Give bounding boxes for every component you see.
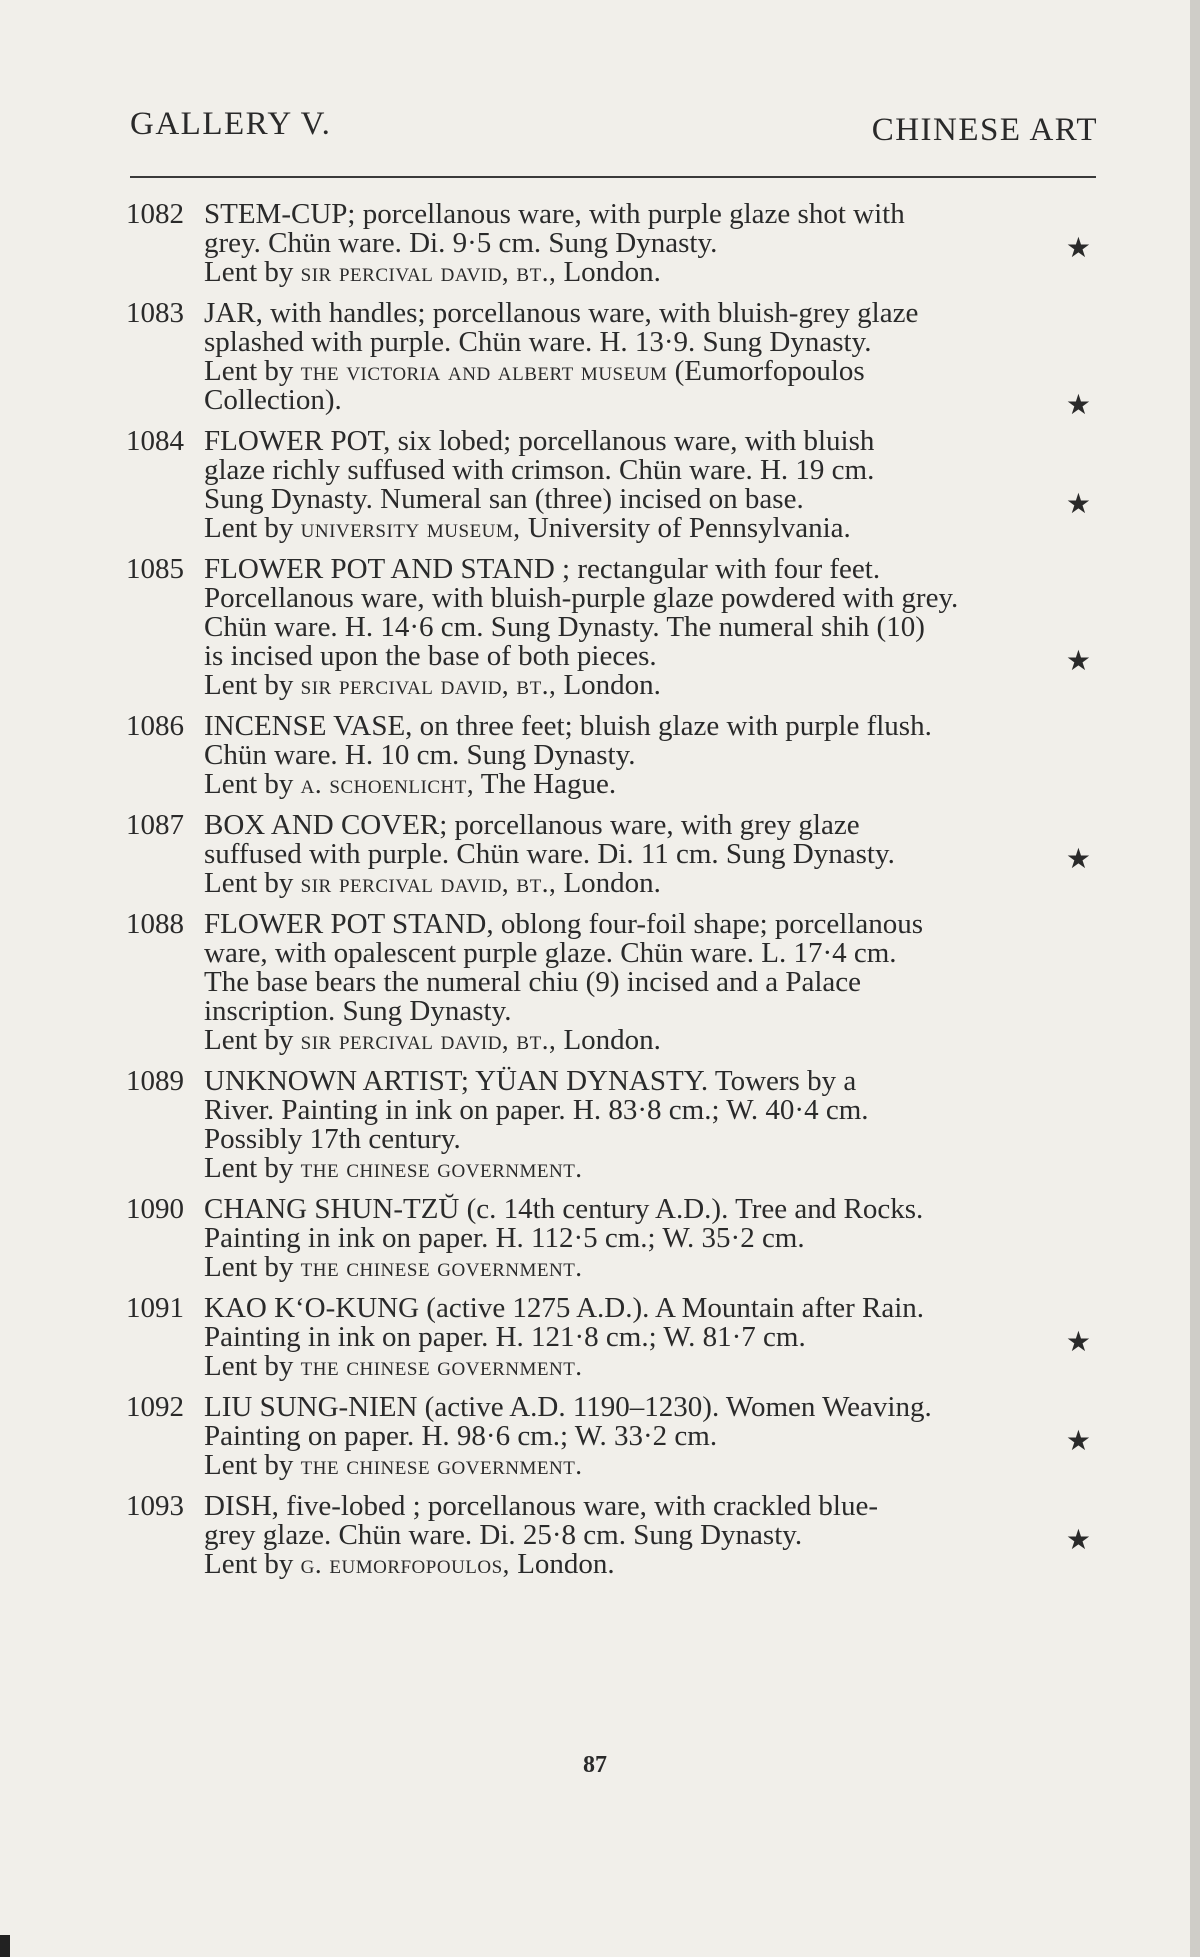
lender-location: London. — [556, 1024, 661, 1056]
entry-number: 1090 — [126, 1193, 184, 1225]
lender-name: a. schoenlicht, — [300, 769, 475, 799]
entry-number: 1093 — [126, 1490, 184, 1522]
description-line: STEM-CUP; porcellanous ware, with purple glaze shot with — [204, 198, 905, 230]
description-line: suffused with purple. Chün ware. Di. 11 cm. Sung Dynasty. — [204, 838, 895, 870]
lender-line — [204, 869, 1101, 898]
lent-by-label: Lent by — [204, 1548, 301, 1580]
star-icon: ★ — [1065, 233, 1091, 264]
lender-name: sir percival david, bt., — [300, 1025, 557, 1055]
catalogue-entry — [126, 811, 1101, 898]
lent-by-label: Lent by — [204, 1350, 301, 1382]
description-line: grey glaze. Chün ware. Di. 25·8 cm. Sung Dynasty. — [204, 1519, 803, 1551]
lent-by-label: Lent by — [204, 512, 301, 544]
entry-number: 1089 — [126, 1065, 184, 1097]
description-line: Chün ware. H. 10 cm. Sung Dynasty. — [204, 739, 636, 771]
catalogue-entry — [126, 1067, 1101, 1183]
entry-number: 1086 — [126, 710, 184, 742]
entry-description — [204, 1195, 1101, 1282]
description-line: INCENSE VASE, on three feet; bluish glaze with purple flush. — [204, 710, 932, 742]
page-number: 87 — [583, 1752, 607, 1778]
entry-number: 1083 — [126, 297, 184, 329]
lender-line — [204, 770, 1101, 799]
corner-mark — [0, 1935, 10, 1957]
lent-by-label: Lent by — [204, 867, 301, 899]
catalogue-entry — [126, 200, 1101, 287]
lender-line — [204, 357, 1101, 386]
lender-line — [204, 258, 1101, 287]
description-line: ware, with opalescent purple glaze. Chün ware. L. 17·4 cm. — [204, 937, 897, 969]
star-icon: ★ — [1065, 489, 1091, 520]
lender-location: London. — [556, 669, 661, 701]
description-line: JAR, with handles; porcellanous ware, with bluish-grey glaze — [204, 297, 919, 329]
entry-description — [204, 1294, 1101, 1381]
entry-number: 1085 — [126, 553, 184, 585]
lender-location: University of Pennsylvania. — [520, 512, 851, 544]
header-rule — [130, 176, 1096, 178]
description-line: inscription. Sung Dynasty. — [204, 995, 512, 1027]
lender-line — [204, 1352, 1101, 1381]
description-line: Possibly 17th century. — [204, 1123, 461, 1155]
description-line: Sung Dynasty. Numeral san (three) incised on base. — [204, 483, 804, 515]
lender-name: university museum, — [300, 513, 521, 543]
star-icon: ★ — [1065, 646, 1091, 677]
entry-description — [204, 427, 1101, 543]
description-line: BOX AND COVER; porcellanous ware, with grey glaze — [204, 809, 860, 841]
description-line: is incised upon the base of both pieces. — [204, 640, 657, 672]
catalogue-entry — [126, 910, 1101, 1055]
description-line: CHANG SHUN-TZŬ (c. 14th century A.D.). Tree and Rocks. — [204, 1193, 924, 1225]
entry-description — [204, 200, 1101, 287]
description-line: grey. Chün ware. Di. 9·5 cm. Sung Dynasty. — [204, 227, 718, 259]
lender-name: g. eumorfopoulos, — [300, 1549, 510, 1579]
description-line: splashed with purple. Chün ware. H. 13·9. Sung Dynasty. — [204, 326, 872, 358]
description-line: Chün ware. H. 14·6 cm. Sung Dynasty. The numeral shih (10) — [204, 611, 925, 643]
running-header — [130, 106, 1098, 149]
description-line: River. Painting in ink on paper. H. 83·8 cm.; W. 40·4 cm. — [204, 1094, 869, 1126]
catalogue-entries — [126, 200, 1101, 1591]
lender-line — [204, 1550, 1101, 1579]
catalogue-entry — [126, 1393, 1101, 1480]
entry-description — [204, 811, 1101, 898]
lender-continuation: Collection). — [204, 384, 342, 416]
catalogue-entry — [126, 1294, 1101, 1381]
lent-by-label: Lent by — [204, 669, 301, 701]
entry-number: 1082 — [126, 198, 184, 230]
lender-name: the chinese government. — [300, 1450, 583, 1480]
lender-name: the chinese government. — [300, 1351, 583, 1381]
star-icon: ★ — [1065, 390, 1091, 421]
catalogue-entry — [126, 427, 1101, 543]
description-line: LIU SUNG-NIEN (active A.D. 1190–1230). Women Weaving. — [204, 1391, 932, 1423]
entry-description — [204, 712, 1101, 799]
description-line: KAO K‘O-KUNG (active 1275 A.D.). A Mountain after Rain. — [204, 1292, 925, 1324]
lender-location: London. — [509, 1548, 615, 1580]
description-line: Painting in ink on paper. H. 112·5 cm.; W. 35·2 cm. — [204, 1222, 805, 1254]
lender-name: sir percival david, bt., — [300, 670, 557, 700]
entry-number: 1092 — [126, 1391, 184, 1423]
section-heading: CHINESE ART — [871, 112, 1098, 148]
catalogue-entry — [126, 1492, 1101, 1579]
catalogue-entry — [126, 1195, 1101, 1282]
star-icon: ★ — [1065, 1525, 1091, 1556]
lender-location: (Eumorfopoulos — [667, 355, 865, 387]
entry-description — [204, 910, 1101, 1055]
description-line: FLOWER POT AND STAND ; rectangular with four feet. — [204, 553, 881, 585]
lender-line — [204, 1154, 1101, 1183]
page-edge — [1190, 0, 1200, 1957]
lent-by-label: Lent by — [204, 256, 301, 288]
entry-number: 1088 — [126, 908, 184, 940]
lender-name: the chinese government. — [300, 1252, 583, 1282]
lent-by-label: Lent by — [204, 1449, 301, 1481]
star-icon: ★ — [1065, 1426, 1091, 1457]
description-line: UNKNOWN ARTIST; YÜAN DYNASTY. Towers by a — [204, 1065, 857, 1097]
entry-description — [204, 1393, 1101, 1480]
lent-by-label: Lent by — [204, 768, 301, 800]
lender-line — [204, 1026, 1101, 1055]
lender-name: the victoria and albert museum — [300, 356, 668, 386]
lent-by-label: Lent by — [204, 1152, 301, 1184]
lender-location: London. — [556, 256, 661, 288]
lender-name: sir percival david, bt., — [300, 257, 557, 287]
star-icon: ★ — [1065, 844, 1091, 875]
description-line: DISH, five-lobed ; porcellanous ware, with crackled blue- — [204, 1490, 879, 1522]
lent-by-label: Lent by — [204, 355, 301, 387]
lender-line — [204, 671, 1101, 700]
description-line: Painting on paper. H. 98·6 cm.; W. 33·2 cm. — [204, 1420, 718, 1452]
description-line: glaze richly suffused with crimson. Chün ware. H. 19 cm. — [204, 454, 875, 486]
lent-by-label: Lent by — [204, 1251, 301, 1283]
entry-description — [204, 299, 1101, 415]
lender-line — [204, 1253, 1101, 1282]
lender-line — [204, 1451, 1101, 1480]
lender-location: The Hague. — [474, 768, 617, 800]
entry-description — [204, 555, 1101, 700]
catalogue-entry — [126, 555, 1101, 700]
description-line: FLOWER POT STAND, oblong four-foil shape; porcellanous — [204, 908, 924, 940]
entry-number: 1087 — [126, 809, 184, 841]
description-line: The base bears the numeral chiu (9) incised and a Palace — [204, 966, 862, 998]
entry-description — [204, 1492, 1101, 1579]
description-line: Painting in ink on paper. H. 121·8 cm.; W. 81·7 cm. — [204, 1321, 806, 1353]
entry-number: 1084 — [126, 425, 184, 457]
lender-name: the chinese government. — [300, 1153, 583, 1183]
lender-name: sir percival david, bt., — [300, 868, 557, 898]
description-line: Porcellanous ware, with bluish-purple glaze powdered with grey. — [204, 582, 959, 614]
star-icon: ★ — [1065, 1327, 1091, 1358]
gallery-heading: GALLERY V. — [130, 106, 332, 142]
lent-by-label: Lent by — [204, 1024, 301, 1056]
description-line: FLOWER POT, six lobed; porcellanous ware, with bluish — [204, 425, 875, 457]
catalogue-entry — [126, 297, 1101, 421]
entry-number: 1091 — [126, 1292, 184, 1324]
lender-location: London. — [556, 867, 661, 899]
catalogue-entry — [126, 712, 1101, 799]
lender-line — [204, 514, 1101, 543]
entry-description — [204, 1067, 1101, 1183]
